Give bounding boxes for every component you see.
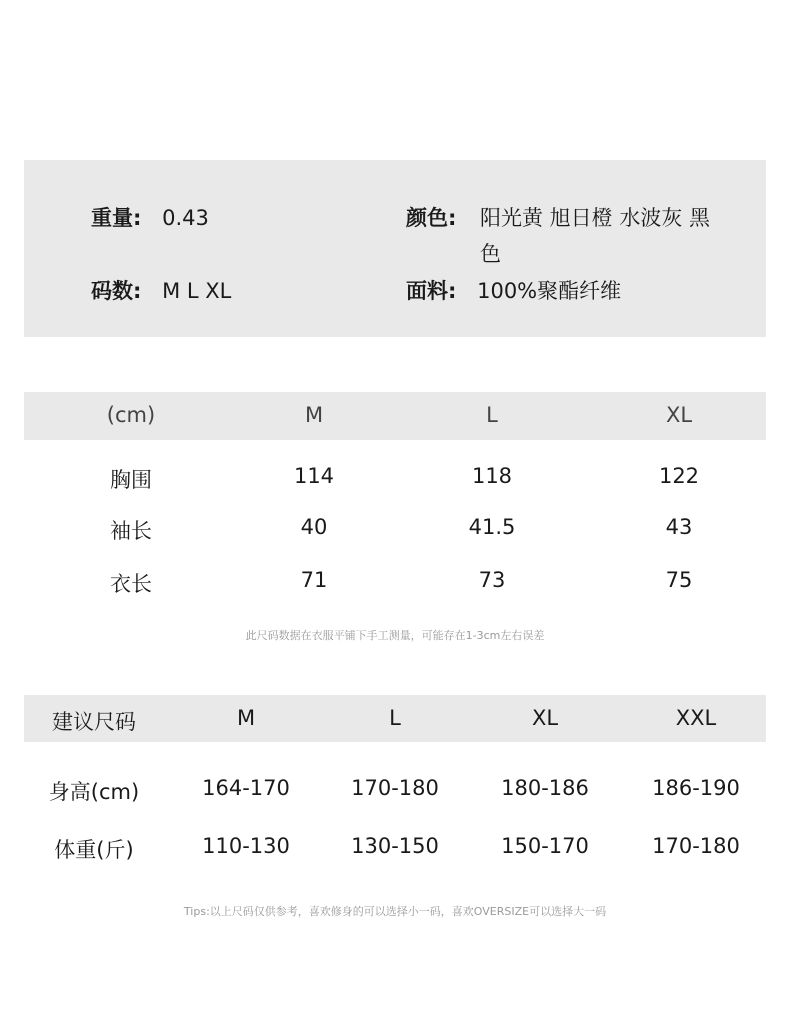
color-value: 阳光黄 旭日橙 水波灰 黑色 bbox=[480, 206, 711, 266]
row-label-height: 身高(cm) bbox=[48, 780, 140, 804]
table-cell: 170-180 bbox=[652, 834, 740, 858]
table-cell: 110-130 bbox=[202, 834, 290, 858]
measurement-table-header bbox=[24, 392, 766, 440]
table-cell: 122 bbox=[658, 464, 700, 488]
table-cell: 40 bbox=[300, 515, 328, 539]
header-unit: (cm) bbox=[106, 403, 156, 427]
table-cell: 186-190 bbox=[652, 776, 740, 800]
row-label-sleeve: 袖长 bbox=[110, 519, 152, 543]
recommendation-table bbox=[24, 695, 766, 875]
weight-label: 重量: bbox=[91, 206, 142, 230]
table-cell: 150-170 bbox=[501, 834, 589, 858]
size-row bbox=[91, 273, 231, 309]
table-cell: 73 bbox=[478, 568, 506, 592]
product-info-box bbox=[24, 160, 766, 337]
table-cell: 164-170 bbox=[202, 776, 290, 800]
header-recommend: 建议尺码 bbox=[52, 710, 136, 734]
header-size-xxl: XXL bbox=[675, 706, 717, 730]
header-size-xl: XL bbox=[531, 706, 559, 730]
fabric-label: 面料: bbox=[406, 279, 457, 303]
fabric-row bbox=[406, 273, 621, 309]
table-cell: 130-150 bbox=[351, 834, 439, 858]
row-label-chest: 胸围 bbox=[110, 468, 152, 492]
table-cell: 180-186 bbox=[501, 776, 589, 800]
recommendation-table-header bbox=[24, 695, 766, 742]
weight-row bbox=[91, 200, 209, 236]
row-label-weight: 体重(斤) bbox=[54, 838, 134, 862]
row-label-length: 衣长 bbox=[110, 572, 152, 596]
table-cell: 43 bbox=[665, 515, 693, 539]
color-label: 颜色: bbox=[406, 206, 457, 230]
size-value: M L XL bbox=[162, 279, 232, 303]
header-size-l: L bbox=[486, 403, 498, 427]
table-cell: 114 bbox=[293, 464, 335, 488]
measurement-table bbox=[24, 392, 766, 622]
measurement-note: 此尺码数据在衣服平铺下手工测量，可能存在1-3cm左右误差 bbox=[245, 629, 545, 642]
header-size-l: L bbox=[389, 706, 401, 730]
color-row bbox=[406, 200, 456, 236]
header-size-m: M bbox=[236, 706, 256, 730]
table-cell: 75 bbox=[665, 568, 693, 592]
size-label: 码数: bbox=[91, 279, 142, 303]
table-cell: 71 bbox=[300, 568, 328, 592]
table-cell: 41.5 bbox=[468, 515, 516, 539]
table-cell: 118 bbox=[471, 464, 513, 488]
tips-note: Tips:以上尺码仅供参考，喜欢修身的可以选择小一码，喜欢OVERSIZE可以选择大一码 bbox=[183, 905, 607, 918]
fabric-value: 100%聚酯纤维 bbox=[477, 279, 622, 303]
weight-value: 0.43 bbox=[162, 206, 209, 230]
header-size-xl: XL bbox=[665, 403, 693, 427]
header-size-m: M bbox=[304, 403, 324, 427]
table-cell: 170-180 bbox=[351, 776, 439, 800]
